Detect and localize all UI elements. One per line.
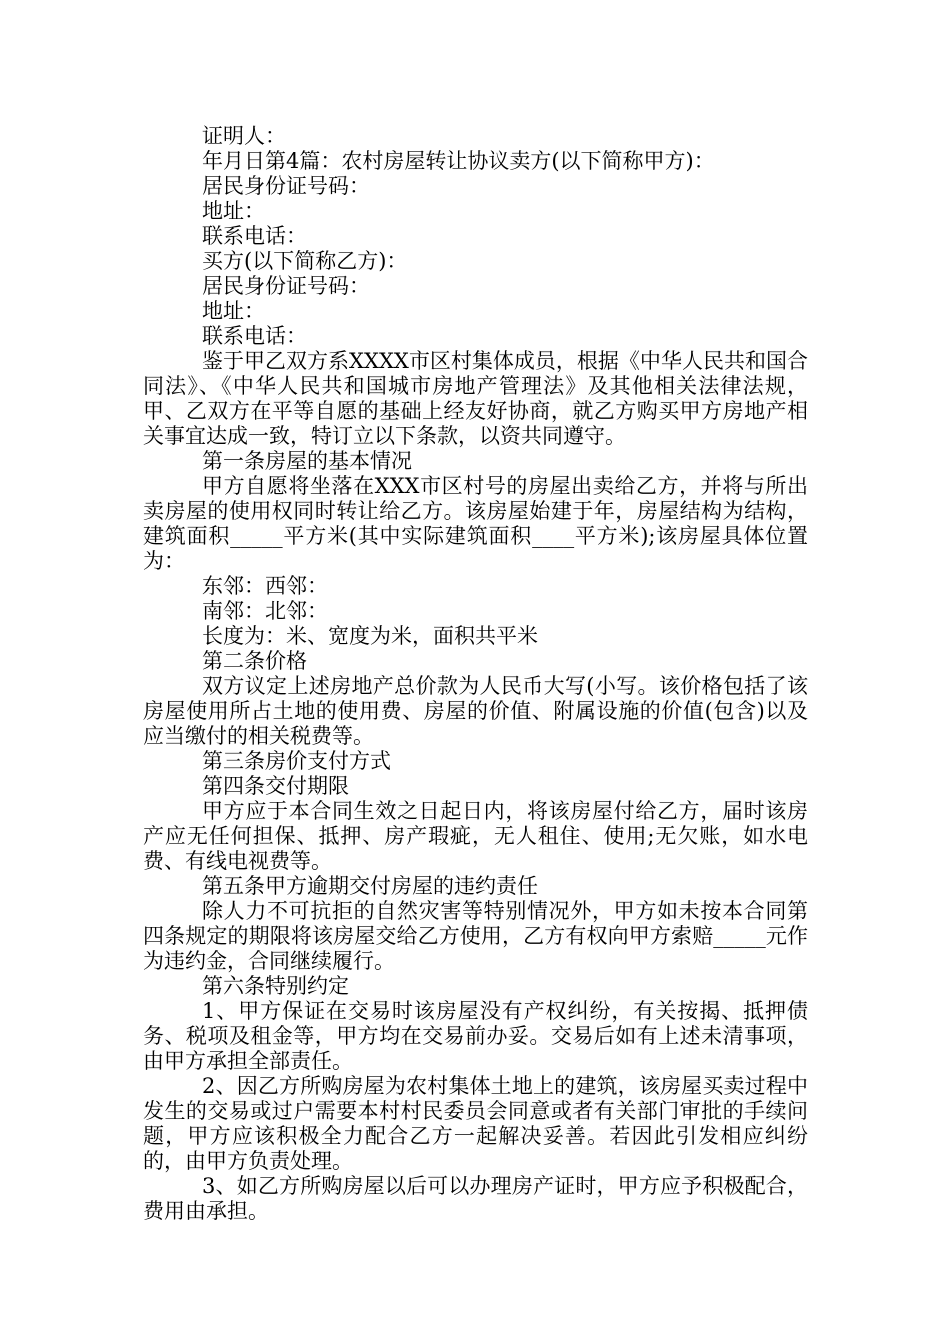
article-6-item-2: 2、因乙方所购房屋为农村集体土地上的建筑，该房屋买卖过程中发生的交易或过户需要本村村民委员会同意或者有关部门审批的手续问题，甲方应该积极全力配合乙方一起解决妥善。若因此引发相应纠纷的，由甲方负责处理。 [143,1074,808,1173]
paragraph-seller-address: 地址： [202,199,265,223]
paragraph-buyer-address: 地址： [202,299,265,323]
paragraph-buyer-heading: 买方(以下简称乙方)： [202,249,408,273]
article-4-title: 第四条交付期限 [202,774,349,798]
article-1-east-west: 东邻：西邻： [202,574,328,598]
article-1-title: 第一条房屋的基本情况 [202,449,412,473]
article-6-item-3: 3、如乙方所购房屋以后可以办理房产证时，甲方应予积极配合，费用由承担。 [143,1174,808,1223]
paragraph-buyer-phone: 联系电话： [202,324,307,348]
document-body [143,124,808,1224]
article-6-item-1: 1、甲方保证在交易时该房屋没有产权纠纷，有关按揭、抵押债务、税项及租金等，甲方均在交易前办妥。交易后如有上述未清事项，由甲方承担全部责任。 [143,999,808,1073]
article-6-title: 第六条特别约定 [202,974,349,998]
paragraph-preamble: 鉴于甲乙双方系XXXX市区村集体成员，根据《中华人民共和国合同法》、《中华人民共和国城市房地产管理法》及其他相关法律法规，甲、乙双方在平等自愿的基础上经友好协商，就乙方购买甲方房地产相关事宜达成一致，特订立以下条款，以资共同遵守。 [143,349,808,448]
article-1-dimensions: 长度为：米、宽度为米，面积共平米 [202,624,538,648]
paragraph-seller-phone: 联系电话： [202,224,307,248]
paragraph-buyer-id: 居民身份证号码： [202,274,370,298]
paragraph-seller-id: 居民身份证号码： [202,174,370,198]
paragraph-witness: 证明人： [202,124,286,148]
article-5-body: 除人力不可抗拒的自然灾害等特别情况外，甲方如未按本合同第四条规定的期限将该房屋交给乙方使用，乙方有权向甲方索赔_____元作为违约金，合同继续履行。 [143,899,808,973]
paragraph-seller-heading: 年月日第4篇：农村房屋转让协议卖方(以下简称甲方)： [202,149,715,173]
article-5-title: 第五条甲方逾期交付房屋的违约责任 [202,874,538,898]
article-1-body: 甲方自愿将坐落在XXX市区村号的房屋出卖给乙方，并将与所出卖房屋的使用权同时转让给乙方。该房屋始建于年，房屋结构为结构，建筑面积_____平方米(其中实际建筑面积____平方米);该房屋具体位置为： [143,474,808,573]
article-2-title: 第二条价格 [202,649,307,673]
article-3-title: 第三条房价支付方式 [202,749,391,773]
article-4-body: 甲方应于本合同生效之日起日内，将该房屋付给乙方，届时该房产应无任何担保、抵押、房产瑕疵，无人租住、使用;无欠账，如水电费、有线电视费等。 [143,799,808,873]
article-2-body: 双方议定上述房地产总价款为人民币大写(小写。该价格包括了该房屋使用所占土地的使用费、房屋的价值、附属设施的价值(包含)以及应当缴付的相关税费等。 [143,674,808,748]
article-1-south-north: 南邻：北邻： [202,599,328,623]
